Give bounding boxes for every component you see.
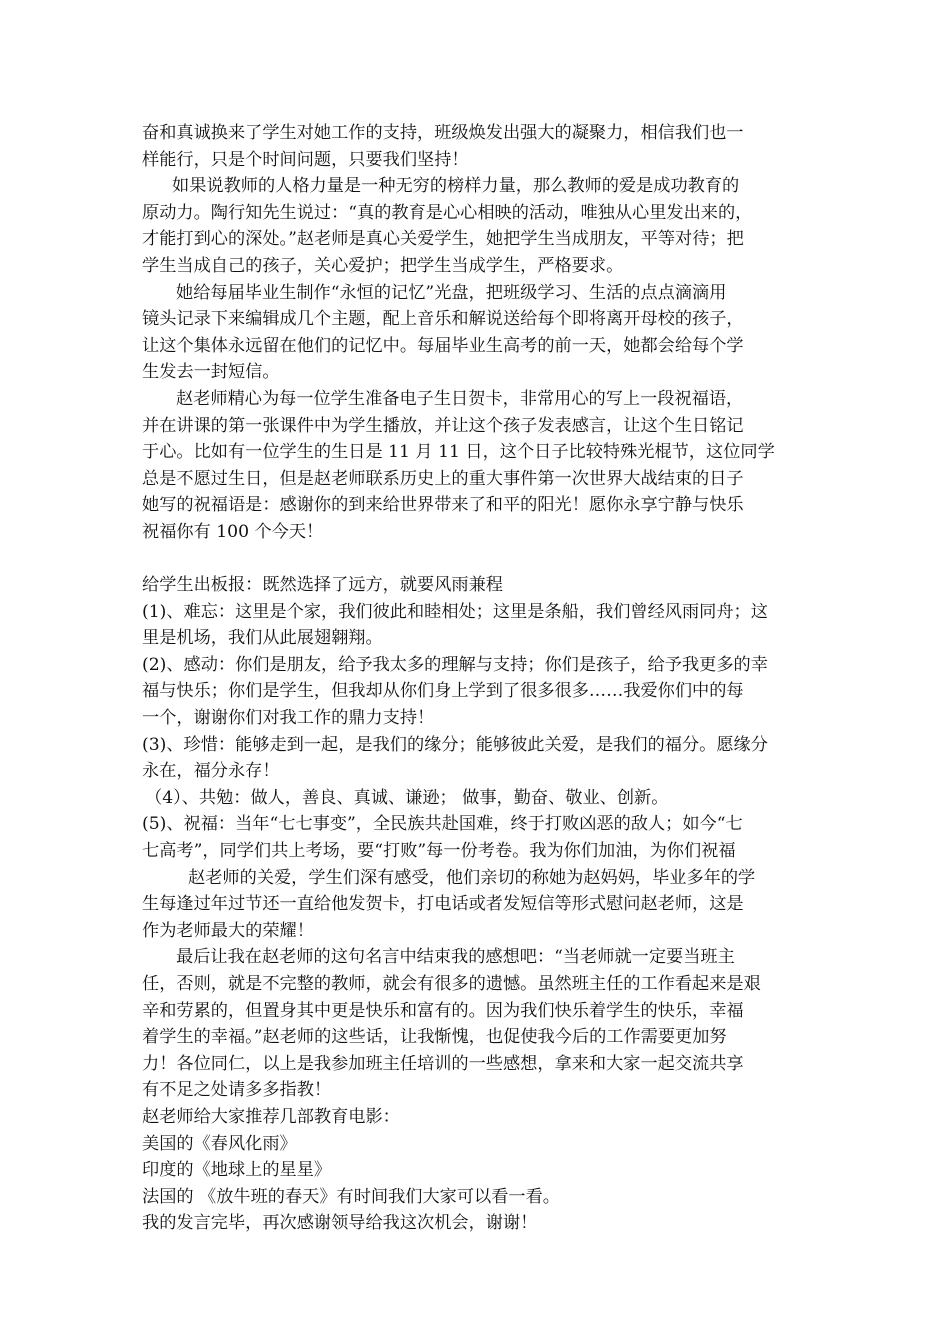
text-line: 才能打到心的深处。”赵老师是真心关爱学生，她把学生当成朋友，平等对待；把 (142, 229, 744, 250)
text-line: 七高考”，同学们共上考场，要“打败”每一份考卷。我为你们加油，为你们祝福 (142, 841, 736, 862)
section-heading: 给学生出板报：既然选择了远方，就要风雨兼程 (142, 575, 503, 596)
text-line: 总是不愿过生日，但是赵老师联系历史上的重大事件第一次世界大战结束的日子 (142, 468, 744, 489)
text-line: 原动力。陶行知先生说过：“真的教育是心心相映的活动，唯独从心里发出来的， (142, 202, 753, 223)
text-line: 力！各位同仁，以上是我参加班主任培训的一些感想，拿来和大家一起交流共享 (142, 1053, 744, 1074)
list-item-line: (5)、祝福：当年“七七事变”，全民族共赴国难，终于打败凶恶的敌人；如今“七 (142, 814, 743, 835)
text-line: 福与快乐；你们是学生，但我却从你们身上学到了很多很多……我爱你们中的每 (142, 681, 744, 702)
list-item-line: (3)、珍惜：能够走到一起，是我们的缘分；能够彼此关爱，是我们的福分。愿缘分 (142, 734, 768, 755)
paragraph-start-line: 如果说教师的人格力量是一种无穷的榜样力量，那么教师的爱是成功教育的 (172, 176, 740, 197)
text-line: 里是机场，我们从此展翅翱翔。 (142, 628, 383, 649)
text-line: 任，否则，就是不完整的教师，就会有很多的遗憾。虽然班主任的工作看起来是艰 (142, 974, 761, 994)
text-line: 永在，福分永存！ (142, 761, 280, 782)
text-line: 学生当成自己的孩子，关心爱护；把学生当成学生，严格要求。 (142, 255, 624, 276)
text-line: 作为老师最大的荣耀！ (142, 920, 314, 941)
paragraph-start-line: 赵老师的关爱，学生们深有感受，他们亲切的称她为赵妈妈，毕业多年的学 (188, 867, 756, 888)
text-line: 着学生的幸福。”赵老师的这些话，让我惭愧，也促使我今后的工作需要更加努 (142, 1027, 727, 1048)
text-line: 赵老师给大家推荐几部教育电影： (142, 1106, 400, 1127)
text-line: 生发去一封短信。 (142, 362, 280, 383)
text-line: 有不足之处请多多指教！ (142, 1080, 332, 1101)
paragraph-start-line: 赵老师精心为每一位学生准备电子生日贺卡，非常用心的写上一段祝福语， (176, 388, 744, 409)
paragraph-start-line: 她给每届毕业生制作“永恒的记忆”光盘，把班级学习、生活的点点滴滴用 (176, 282, 727, 303)
text-line: 于心。比如有一位学生的生日是 11 月 11 日，这个日子比较特殊光棍节，这位同学 (142, 442, 775, 463)
list-item-line: (1)、难忘：这里是个家，我们彼此和睦相处；这里是条船，我们曾经风雨同舟；这 (142, 601, 768, 622)
text-line: 让这个集体永远留在他们的记忆中。每届毕业生高考的前一天，她都会给每个学 (142, 335, 744, 356)
movie-item: 法国的 《放牛班的春天》有时间我们大家可以看一看。 (142, 1186, 560, 1207)
text-line: 奋和真诚换来了学生对她工作的支持，班级焕发出强大的凝聚力，相信我们也一 (142, 123, 744, 143)
list-item-line: （4）、共勉：做人，善良、真诚、谦逊； 做事，勤奋、敬业、创新。 (145, 787, 669, 808)
blank-line (142, 546, 812, 573)
closing-line: 我的发言完毕，再次感谢领导给我这次机会，谢谢！ (142, 1213, 538, 1234)
movie-item: 美国的《春风化雨》 (142, 1133, 297, 1154)
text-line: 样能行，只是个时间问题，只要我们坚持！ (142, 149, 469, 170)
document-body (142, 120, 812, 1237)
text-line: 祝福你有 100 个今天！ (142, 521, 324, 542)
text-line: 生每逢过年过节还一直给他发贺卡，打电话或者发短信等形式慰问赵老师，这是 (142, 894, 744, 915)
movie-item: 印度的《地球上的星星》 (142, 1160, 332, 1181)
list-item-line: (2)、感动：你们是朋友，给予我太多的理解与支持；你们是孩子，给予我更多的幸 (142, 654, 768, 675)
text-line: 辛和劳累的，但置身其中更是快乐和富有的。因为我们快乐着学生的快乐，幸福 (142, 1000, 744, 1021)
text-line: 镜头记录下来编辑成几个主题，配上音乐和解说送给每个即将离开母校的孩子， (142, 309, 744, 330)
paragraph-start-line: 最后让我在赵老师的这句名言中结束我的感想吧：“当老师就一定要当班主 (176, 947, 735, 968)
text-line: 一个，谢谢你们对我工作的鼎力支持！ (142, 708, 435, 729)
text-line: 她写的祝福语是：感谢你的到来给世界带来了和平的阳光！愿你永享宁静与快乐 (142, 495, 744, 516)
text-line: 并在讲课的第一张课件中为学生播放，并让这个孩子发表感言，让这个生日铭记 (142, 415, 744, 436)
